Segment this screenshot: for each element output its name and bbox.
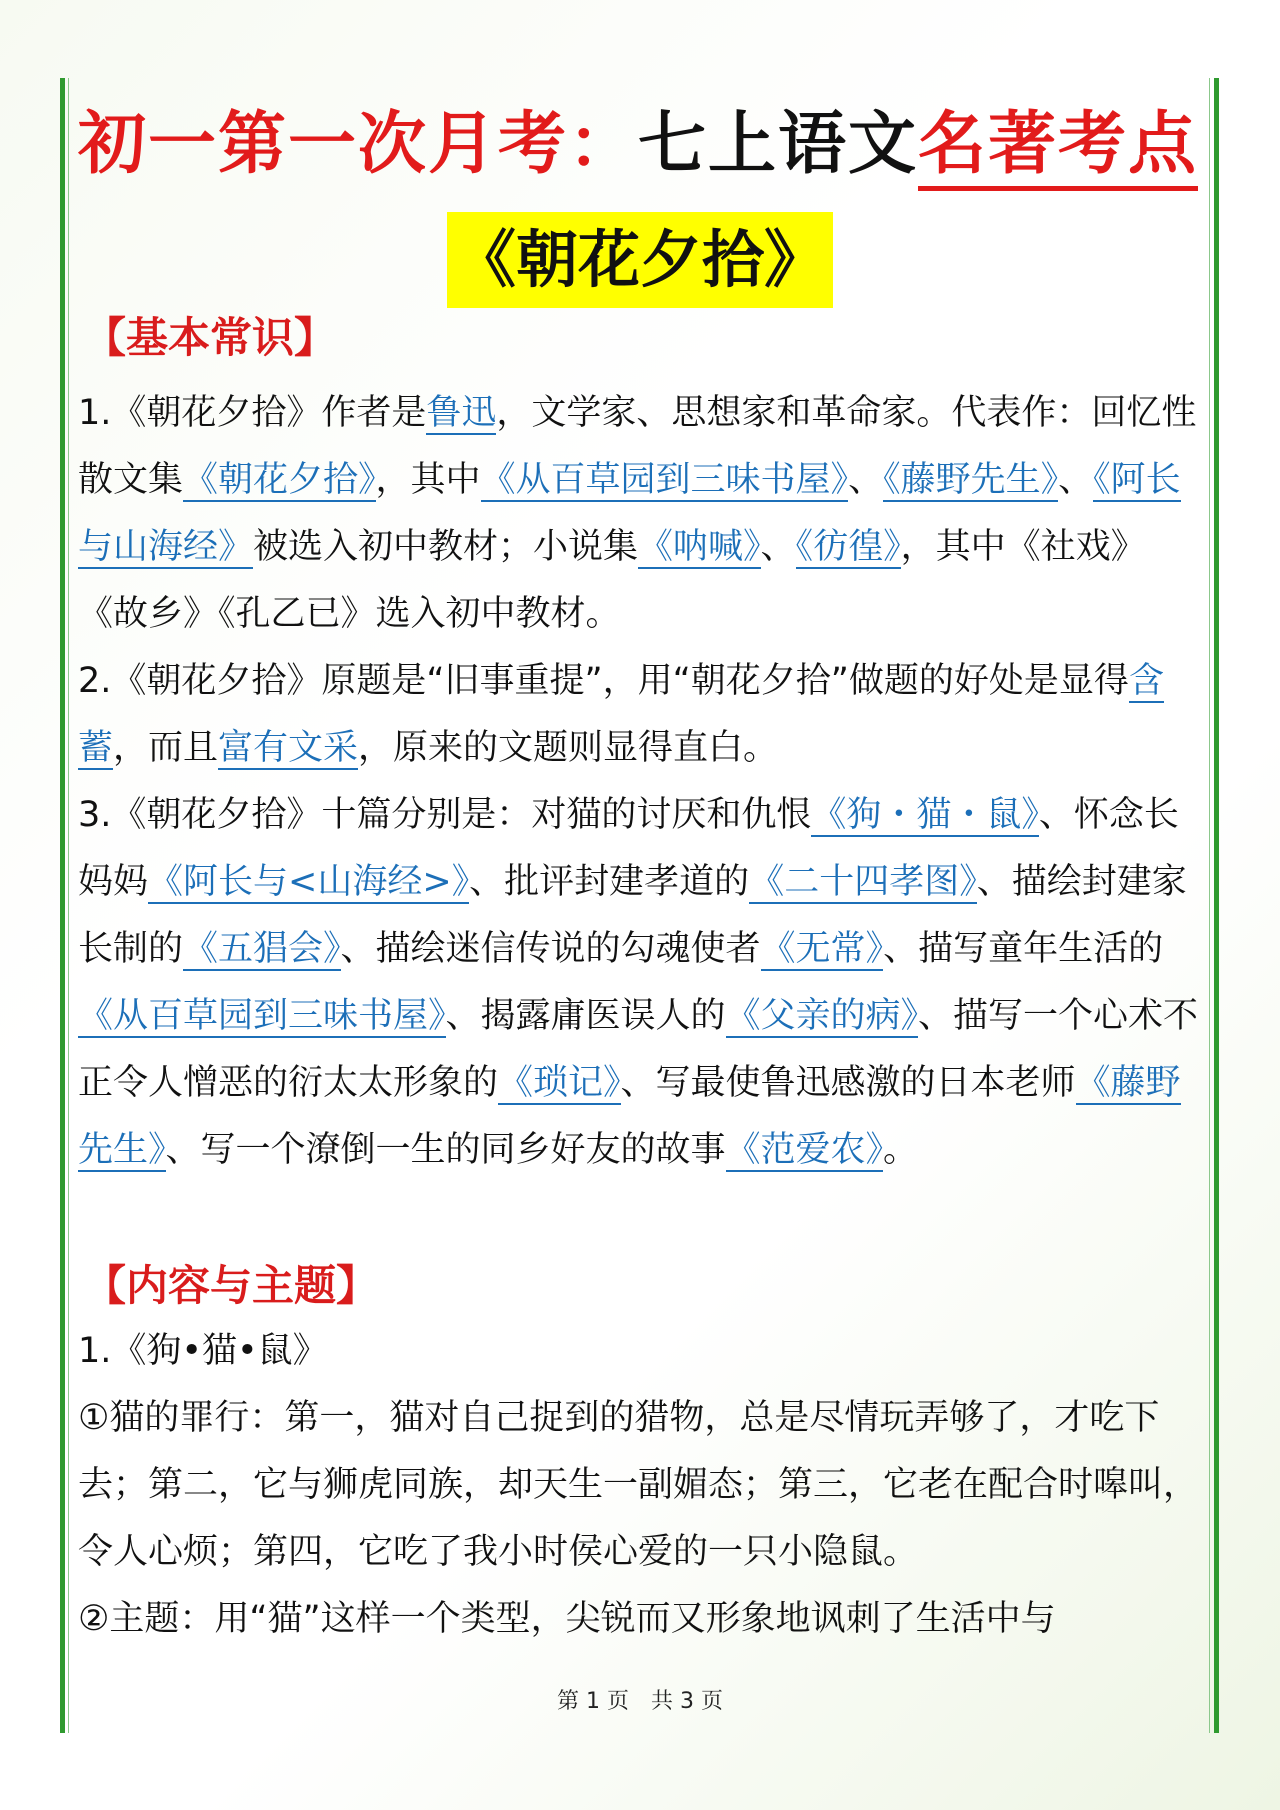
link-baicaoyuan-2[interactable]: 《从百草园到三味书屋》: [78, 996, 446, 1036]
text: 2.《朝花夕拾》原题是“旧事重提”，用“朝花夕拾”做题的好处是显得: [78, 661, 1129, 701]
text: 、写一个潦倒一生的同乡好友的故事: [165, 1130, 726, 1170]
link-gou-mao-shu[interactable]: 《狗・猫・鼠》: [811, 795, 1039, 835]
title-part-exam: 初一第一次月考：: [78, 105, 639, 184]
text: 、: [760, 527, 796, 567]
right-border: [1214, 78, 1219, 1733]
link-achang-shanhaijing[interactable]: 《阿长与<山海经>》: [148, 862, 470, 902]
page-number: 第 1 页 共 3 页: [557, 1689, 723, 1714]
text: 、描写一个心术不正令人憎恶的衍太太形象的: [78, 996, 1199, 1103]
text: 、怀念长妈妈: [78, 795, 1179, 902]
link-tengye[interactable]: 《藤野先生》: [883, 460, 1059, 500]
link-achang[interactable]: 《阿长与山海经》: [78, 460, 1181, 567]
basic-item-1: [78, 380, 1206, 648]
link-tengye-2[interactable]: 《藤野先生》: [78, 1063, 1181, 1170]
text: ，而且: [113, 728, 219, 768]
content-crimes: [78, 1385, 1206, 1586]
text: 、: [1058, 460, 1094, 500]
text: 、写最使鲁迅感激的日本老师: [620, 1063, 1076, 1103]
title-part-subject: 七上语文: [638, 105, 919, 184]
content-item-title: 1.《狗•猫•鼠》: [78, 1331, 328, 1371]
text: ，原来的文题则显得直白。: [358, 728, 779, 768]
right-border-inner: [1209, 78, 1210, 1733]
text: 、: [848, 460, 884, 500]
link-wuchanghui[interactable]: 《五猖会》: [183, 929, 341, 969]
text: 、描绘封建家长制的: [78, 862, 1187, 969]
text: ，文学家、思想家和革命家。代表作：回忆性散文集: [78, 393, 1197, 500]
left-border: [60, 78, 65, 1733]
page-title: [78, 100, 1208, 190]
link-ershisixiaotu[interactable]: 《二十四孝图》: [749, 862, 977, 902]
link-fanainong[interactable]: 《范爱农》: [725, 1130, 884, 1170]
link-hanxu[interactable]: 含蓄: [78, 661, 1164, 768]
book-title-banner: 《朝花夕拾》: [447, 212, 833, 308]
left-border-inner: [68, 78, 69, 1733]
section-heading-basic: 【基本常识】: [84, 313, 337, 362]
link-fuyouwencai[interactable]: 富有文采: [218, 728, 359, 768]
link-nahan[interactable]: 《呐喊》: [638, 527, 761, 567]
link-baicaoyuan[interactable]: 《从百草园到三味书屋》: [480, 460, 849, 500]
content-heading: [78, 1318, 1206, 1385]
text: ，其中: [375, 460, 481, 500]
text: 被选入初中教材；小说集: [253, 527, 639, 567]
content-theme: [78, 1586, 1206, 1653]
link-fuqindebing[interactable]: 《父亲的病》: [725, 996, 919, 1036]
text: 、批评封建孝道的: [469, 862, 750, 902]
basic-item-2: [78, 648, 1206, 782]
basic-item-3: [78, 782, 1206, 1184]
text: 1.《朝花夕拾》作者是: [78, 393, 427, 433]
section-heading-content: 【内容与主题】: [84, 1261, 379, 1310]
text: 、描绘迷信传说的勾魂使者: [340, 929, 761, 969]
link-zhaohuaxishi[interactable]: 《朝花夕拾》: [183, 460, 376, 500]
title-part-topic: 名著考点: [918, 105, 1198, 191]
text: 。: [883, 1130, 919, 1170]
link-wuchang[interactable]: 《无常》: [760, 929, 884, 969]
text: 、描写童年生活的: [883, 929, 1164, 969]
content-theme-text: ②主题：用“猫”这样一个类型，尖锐而又形象地讽刺了生活中与: [78, 1599, 1056, 1639]
text: ，其中《社戏》 《故乡》《孔乙已》选入初中教材。: [78, 527, 1164, 634]
link-suoji[interactable]: 《琐记》: [498, 1063, 621, 1103]
link-panghuang[interactable]: 《彷徨》: [795, 527, 901, 567]
text: 、揭露庸医误人的: [445, 996, 726, 1036]
content-crimes-text: ①猫的罪行：第一，猫对自己捉到的猎物，总是尽情玩弄够了，才吃下去；第二，它与狮虎同族，却天生一副媚态；第三，它老在配合时嗥叫，令人心烦；第四，它吃了我小时侯心爱的一只小隐鼠。: [78, 1398, 1199, 1572]
text: 3.《朝花夕拾》十篇分别是：对猫的讨厌和仇恨: [78, 795, 812, 835]
link-luxun[interactable]: 鲁迅: [426, 393, 497, 433]
